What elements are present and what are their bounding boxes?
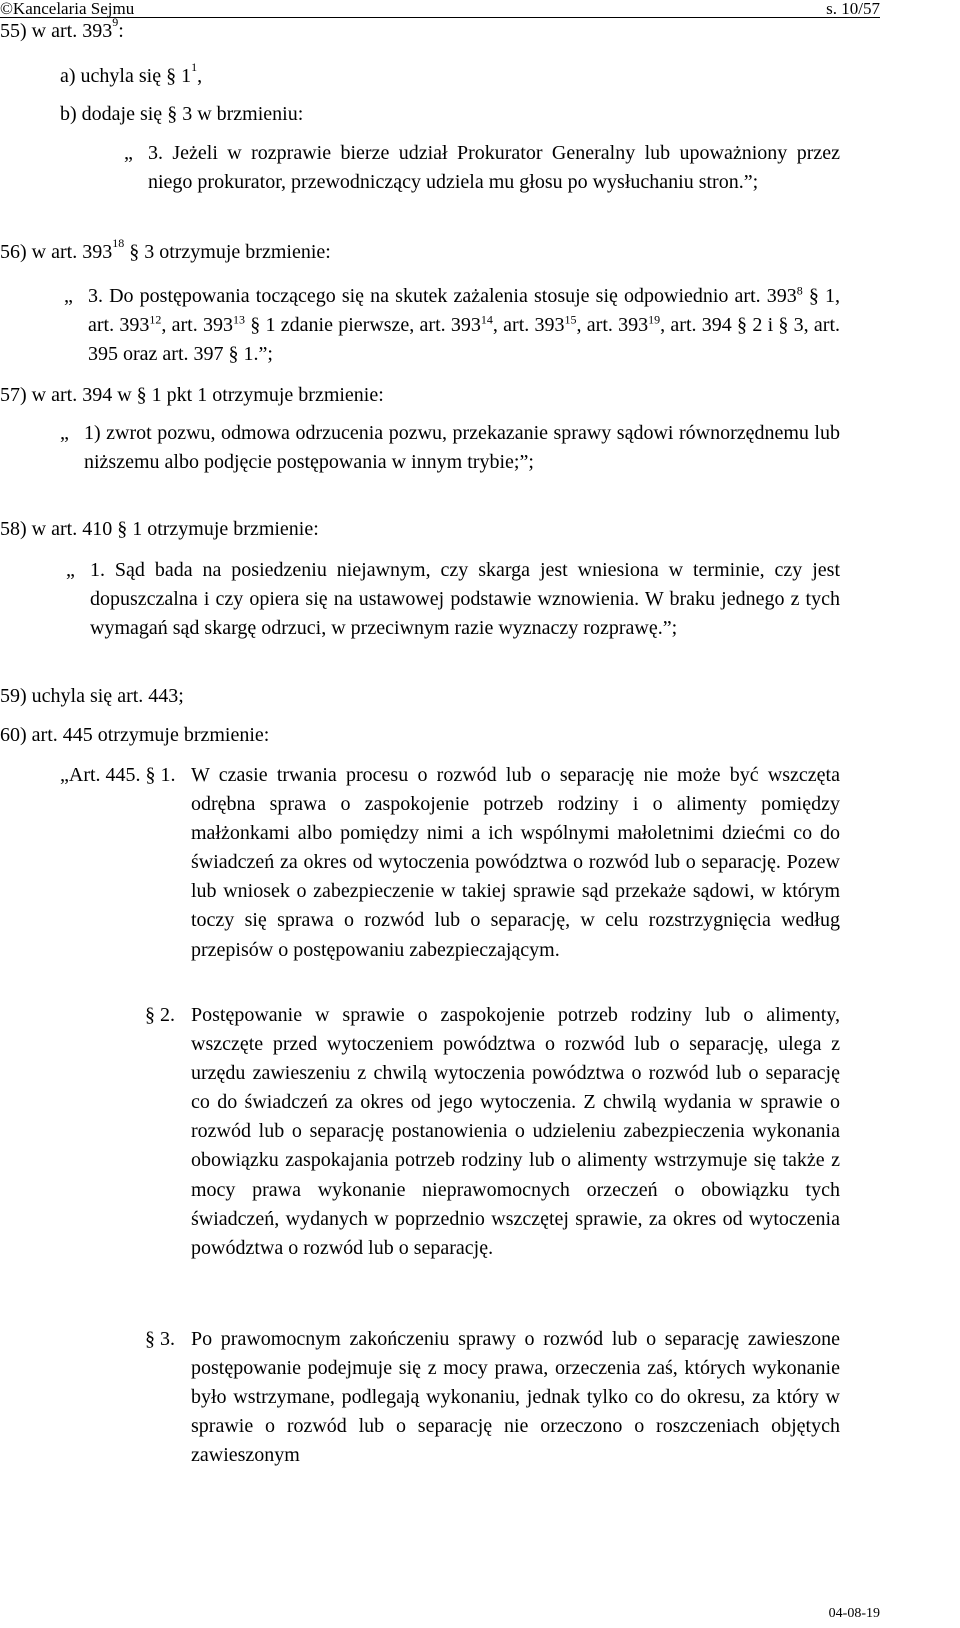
item-58: 58) w art. 410 § 1 otrzymuje brzmienie:: [0, 518, 319, 540]
item-56: 56) w art. $393^{18}$ § 3 otrzymuje brzmienie:: [0, 236, 331, 263]
header-divider: [0, 17, 880, 18]
header-page-number: s. 10/57: [826, 0, 880, 18]
item-55-a: a) uchyla się § $1^1$,: [60, 60, 203, 87]
item-57: 57) w art. 394 w § 1 pkt 1 otrzymuje brzmienie:: [0, 384, 384, 406]
page-header: [0, 0, 880, 18]
art-445-par-2-label: § 2.: [145, 1004, 175, 1026]
item-60: 60) art. 445 otrzymuje brzmienie:: [0, 724, 270, 746]
item-55-b: b) dodaje się § 3 w brzmieniu:: [60, 103, 304, 125]
quote-58: „ 1. Sąd bada na posiedzeniu niejawnym, czy skarga jest wniesiona w terminie, czy jest dopuszczalna i czy opiera się na ustawowej podstawie wznowienia. W braku jednego z tych wymagań sąd skargę odrzuci, w przeciwnym razie wyznaczy rozprawę.”;: [66, 559, 840, 640]
art-445-par-3: Po prawomocnym zakończeniu sprawy o rozwód lub o separację zawieszone postępowanie podejmuje się z mocy prawa, orzeczenia zaś, których wykonanie było wstrzymane, podlegają wykonaniu, jednak tylko co do okresu, za który w sprawie o rozwód lub o separację nie orzeczono o roszczeniach objętych zawieszonym: [191, 1328, 840, 1467]
art-445-label: „Art. 445. § 1.: [60, 764, 176, 786]
footer-date: 04-08-19: [828, 1606, 880, 1621]
quote-57: „ 1) zwrot pozwu, odmowa odrzucenia pozwu, przekazanie sprawy sądowi równorzędnemu lub niższemu albo podjęcie postępowania w innym trybie;”;: [60, 422, 840, 474]
quote-56: „ 3. Do postępowania toczącego się na skutek zażalenia stosuje się odpowiednio art. $393^8$ § 1, art. $393^{12}$, art. $393^{13}$ § 1 zdanie pierwsze, art. $393^{14}$, art. $393^{15}$, art. $393^{19}$, art. 394 § 2 i § 3, art. 395 oraz art. 397 § 1.”;: [64, 283, 841, 366]
art-445-par-2: Postępowanie w sprawie o zaspokojenie potrzeb rodziny lub o alimenty, wszczęte przed wytoczeniem powództwa o rozwód lub o separację, ulega z urzędu zawieszeniu z chwilą wytoczenia powództwa o rozwód lub o separację co do świadczeń za okres od jego wytoczenia. Z chwilą wydania w sprawie o rozwód lub o separację postanowienia o udzieleniu zabezpieczenia wykonania obowiązku zaspokajania potrzeb rodziny lub o alimenty wstrzymuje się także z mocy prawa wykonanie nieprawomocnych orzeczeń o obowiązku tych świadczeń, wydanych w poprzednio wszczętej sprawie, za okres od wytoczenia powództwa o rozwód lub o separację.: [191, 1004, 840, 1259]
header-copyright: ©Kancelaria Sejmu: [0, 0, 135, 18]
item-55: 55) w art. $393^9$:: [0, 15, 124, 42]
item-59: 59) uchyla się art. 443;: [0, 685, 184, 707]
art-445-par-1: W czasie trwania procesu o rozwód lub o separację nie może być wszczęta odrębna sprawa o zaspokojenie potrzeb rodziny i o alimenty pomiędzy małżonkami albo pomiędzy nimi a ich wspólnymi małoletnimi dziećmi co do świadczeń za okres od wytoczenia powództwa o rozwód lub o separację. Pozew lub wniosek o zabezpieczenie w takiej sprawie sąd przekaże sądowi, w którym toczy się sprawa o rozwód lub o separację, w celu rozstrzygnięcia według przepisów o postępowaniu zabezpieczającym.: [191, 764, 840, 961]
quote-55-b: „ 3. Jeżeli w rozprawie bierze udział Prokurator Generalny lub upoważniony przez niego prokurator, przewodniczący udziela mu głosu po wysłuchaniu stron.”;: [124, 142, 840, 194]
art-445-par-3-label: § 3.: [145, 1328, 175, 1350]
